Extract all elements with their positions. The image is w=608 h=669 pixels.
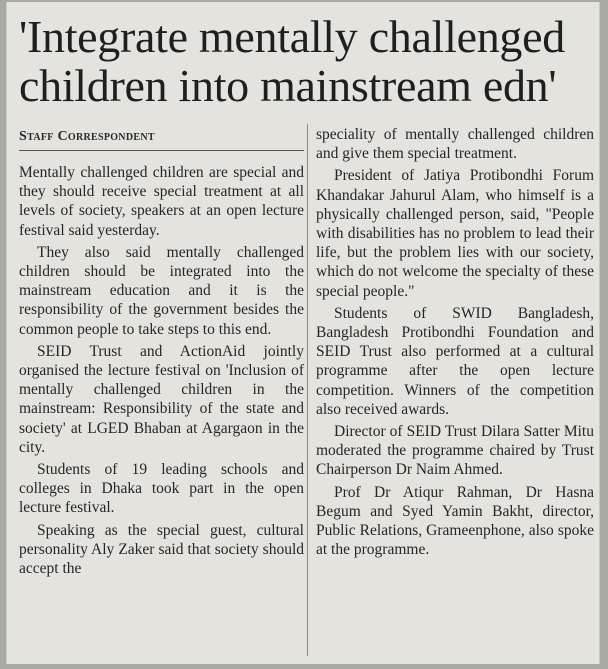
- paragraph: SEID Trust and ActionAid jointly organised the lecture festival on 'Inclusion of mentally challenged children in the mainstream: Responsibility of the state and society' at LGED Bhaban at Agargaon in the city.: [19, 342, 304, 456]
- paragraph-intro: Mentally challenged children are special and they should receive special treatment at all levels of society, speakers at an open lecture festival said yesterday.: [19, 164, 304, 239]
- left-column: [19, 163, 304, 581]
- paragraph: Students of SWID Bangladesh, Bangladesh Protibondhi Foundation and SEID Trust also performed at a cultural programme after the open lecture competition. Winners of the competition also received awards.: [316, 304, 594, 418]
- paragraph: Director of SEID Trust Dilara Satter Mitu moderated the programme chaired by Trust Chairperson Dr Naim Ahmed.: [316, 423, 594, 479]
- paragraph: Speaking as the special guest, cultural personality Aly Zaker said that society should accept the: [19, 521, 304, 578]
- paragraph: President of Jatiya Protibondhi Forum Khandakar Jahurul Alam, who himself is a physically challenged person, said, "People with disabilities has no problem to lead their life, but the problem lies with our society, which do not welcome the specialty of these special people.": [316, 167, 594, 300]
- newspaper-clipping: [6, 2, 600, 664]
- headline: [19, 12, 591, 110]
- byline: Staff Correspondent: [19, 129, 155, 144]
- paragraph-continued: speciality of mentally challenged children and give them special treatment.: [316, 126, 594, 163]
- headline-line-1: 'Integrate mentally challenged: [19, 11, 565, 62]
- paragraph: They also said mentally challenged children should be integrated into the mainstream education and it is the responsibility of the government besides the common people to take steps to this end.: [19, 243, 304, 338]
- byline-rule: [19, 150, 304, 151]
- right-column: [316, 125, 594, 562]
- column-divider: [307, 124, 308, 656]
- headline-line-2: children into mainstream edn': [19, 60, 557, 111]
- paragraph: Students of 19 leading schools and colleges in Dhaka took part in the open lecture festival.: [19, 461, 304, 517]
- paragraph: Prof Dr Atiqur Rahman, Dr Hasna Begum and Syed Yamin Bakht, director, Public Relations, Grameenphone, also spoke at the programme.: [316, 483, 594, 559]
